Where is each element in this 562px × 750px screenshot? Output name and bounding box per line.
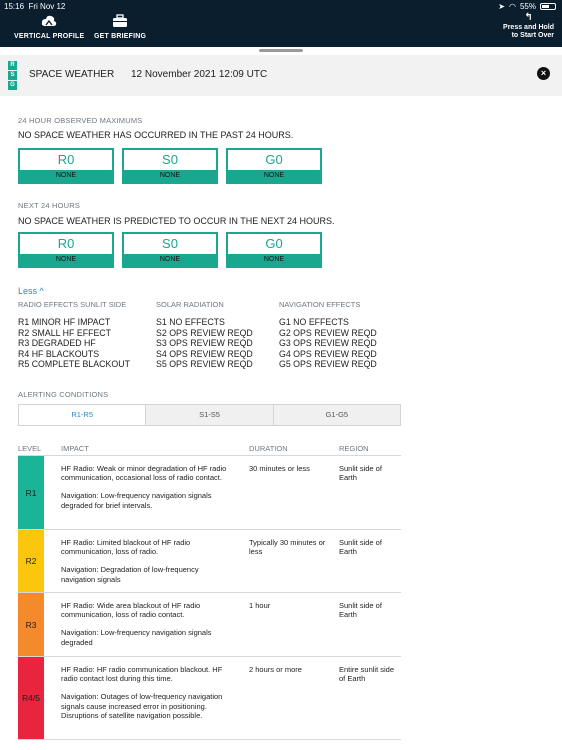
- rsg-badge-icon: [8, 61, 17, 90]
- level-label: R2: [25, 556, 37, 566]
- observed-section-label: 24 HOUR OBSERVED MAXIMUMS: [18, 116, 143, 125]
- status-date: Fri Nov 12: [28, 2, 66, 11]
- start-over-button[interactable]: [503, 14, 554, 40]
- scale-description: NONE: [228, 170, 320, 182]
- chevron-up-icon: ^: [39, 286, 44, 296]
- forecast-g-scale: [226, 232, 322, 268]
- report-timestamp: 12 November 2021 12:09 UTC: [131, 69, 268, 80]
- region-cell: Sunlit side of Earth: [339, 601, 382, 620]
- scale-level: G0: [265, 236, 283, 251]
- legend-item: R4 HF BLACKOUTS: [18, 348, 100, 359]
- scale-level: S0: [162, 152, 178, 167]
- legend-item: G3 OPS REVIEW REQD: [279, 338, 377, 349]
- level-band: [18, 657, 44, 739]
- tab-s1-s5[interactable]: S1-S5: [145, 405, 272, 425]
- level-band: [18, 593, 44, 656]
- column-header-region: REGION: [339, 444, 369, 453]
- impact-nav-text: Navigation: Low-frequency navigation signals degraded: [61, 628, 212, 647]
- region-cell: Entire sunlit side of Earth: [339, 665, 395, 684]
- forecast-section-label: NEXT 24 HOURS: [18, 201, 81, 210]
- scale-description: NONE: [124, 170, 216, 182]
- space-weather-header: [0, 55, 562, 96]
- table-row: [18, 530, 401, 593]
- level-band: [18, 456, 44, 529]
- level-label: R1: [25, 487, 37, 498]
- alerting-section-label: ALERTING CONDITIONS: [18, 390, 109, 399]
- legend-item: R2 SMALL HF EFFECT: [18, 327, 112, 338]
- badge-r: R: [8, 61, 17, 70]
- column-header-duration: DURATION: [249, 444, 288, 453]
- legend-navigation-effects: [279, 300, 377, 370]
- less-label: Less: [18, 286, 38, 296]
- legend-item: S2 OPS REVIEW REQD: [156, 327, 253, 338]
- cloud-icon: [41, 14, 57, 28]
- sheet-grabber-handle[interactable]: [259, 49, 303, 52]
- start-over-line1: Press and Hold: [503, 24, 554, 31]
- impact-nav-text: Navigation: Low-frequency navigation signals degraded for brief intervals.: [61, 491, 212, 510]
- duration-cell: Typically 30 minutes or less: [249, 538, 326, 557]
- table-row: [18, 593, 401, 657]
- briefcase-icon: [112, 14, 128, 28]
- table-row: [18, 456, 401, 530]
- status-bar-indicators: [498, 2, 556, 11]
- vertical-profile-label: VERTICAL PROFILE: [14, 33, 85, 40]
- observed-r-scale: [18, 148, 114, 184]
- level-label: R4/5: [22, 693, 40, 703]
- legend-item: R1 MINOR HF IMPACT: [18, 317, 111, 327]
- table-row: [18, 657, 401, 740]
- observed-g-scale: [226, 148, 322, 184]
- legend-heading: NAVIGATION EFFECTS: [279, 300, 361, 309]
- legend-heading: SOLAR RADIATION: [156, 300, 224, 309]
- scale-description: NONE: [124, 254, 216, 266]
- impact-hf-text: HF Radio: Weak or minor degradation of HF radio communication, occasional loss of radio contact.: [61, 464, 227, 483]
- legend-solar-radiation: [156, 300, 253, 370]
- impact-cell: [61, 601, 229, 647]
- legend-item: G4 OPS REVIEW REQD: [279, 348, 377, 359]
- duration-cell: 2 hours or more: [249, 665, 302, 674]
- vertical-profile-button[interactable]: [14, 14, 84, 40]
- app-top-bar: [0, 0, 562, 47]
- column-header-level: LEVEL: [18, 444, 42, 453]
- impact-nav-text: Navigation: Degradation of low-frequency navigation signals: [61, 565, 199, 584]
- legend-item: G2 OPS REVIEW REQD: [279, 327, 377, 338]
- legend-radio-effects: [18, 300, 130, 370]
- wifi-icon: ◠: [509, 2, 516, 11]
- scale-level: R0: [57, 152, 75, 167]
- impact-cell: [61, 665, 229, 720]
- start-over-line2: to Start Over: [511, 32, 554, 39]
- region-cell: Sunlit side of Earth: [339, 464, 382, 483]
- legend-item: S3 OPS REVIEW REQD: [156, 338, 253, 349]
- battery-percent: 55%: [519, 2, 536, 11]
- scale-level: R0: [57, 236, 75, 251]
- duration-cell: 30 minutes or less: [249, 464, 310, 473]
- impact-hf-text: HF Radio: HF radio communication blackout. HF radio contact lost during this time.: [61, 665, 223, 684]
- tab-r1-r5[interactable]: R1-R5: [19, 405, 145, 425]
- alerting-tabs: [18, 404, 401, 426]
- scale-description: NONE: [20, 170, 112, 182]
- status-time: 15:16: [4, 2, 25, 11]
- forecast-statement: NO SPACE WEATHER IS PREDICTED TO OCCUR IN THE NEXT 24 HOURS.: [18, 216, 335, 226]
- badge-s: S: [8, 71, 17, 80]
- badge-g: G: [8, 81, 17, 90]
- forecast-s-scale: [122, 232, 218, 268]
- impact-hf-text: HF Radio: Limited blackout of HF radio communication, loss of radio.: [61, 538, 191, 557]
- scale-description: NONE: [20, 254, 112, 266]
- legend-item: R3 DEGRADED HF: [18, 338, 96, 349]
- level-label: R3: [25, 619, 37, 630]
- less-toggle-button[interactable]: [18, 286, 44, 296]
- legend-item: S5 OPS REVIEW REQD: [156, 359, 253, 370]
- impact-cell: [61, 464, 229, 510]
- impact-hf-text: HF Radio: Wide area blackout of HF radio communication, loss of radio contact.: [61, 601, 201, 620]
- scale-description: NONE: [228, 254, 320, 266]
- forecast-r-scale: [18, 232, 114, 268]
- status-bar-time: [4, 2, 65, 11]
- page-title: SPACE WEATHER: [29, 69, 115, 80]
- scale-level: S0: [162, 236, 178, 251]
- legend-item: S4 OPS REVIEW REQD: [156, 348, 253, 359]
- get-briefing-button[interactable]: [94, 14, 146, 40]
- location-icon: ➤: [498, 2, 505, 11]
- legend-item: G1 NO EFFECTS: [279, 317, 349, 327]
- battery-icon: [540, 3, 556, 10]
- duration-cell: 1 hour: [249, 601, 271, 610]
- region-cell: Sunlit side of Earth: [339, 538, 382, 557]
- legend-heading: RADIO EFFECTS SUNLIT SIDE: [18, 300, 127, 309]
- column-header-impact: IMPACT: [61, 444, 89, 453]
- legend-item: S1 NO EFFECTS: [156, 317, 225, 327]
- legend-item: R5 COMPLETE BLACKOUT: [18, 359, 130, 370]
- impact-nav-text: Navigation: Outages of low-frequency navigation signals cause increased error in positioning. Disruptions of satellite navigation possible.: [61, 692, 223, 720]
- get-briefing-label: GET BRIEFING: [94, 33, 147, 40]
- observed-statement: NO SPACE WEATHER HAS OCCURRED IN THE PAST 24 HOURS.: [18, 130, 294, 140]
- tab-g1-g5[interactable]: G1-G5: [273, 405, 400, 425]
- observed-s-scale: [122, 148, 218, 184]
- level-band: [18, 530, 44, 592]
- impact-cell: [61, 538, 229, 584]
- scale-level: G0: [265, 152, 283, 167]
- close-icon[interactable]: ×: [537, 67, 550, 80]
- legend-item: G5 OPS REVIEW REQD: [279, 359, 377, 370]
- restart-arrow-icon: ↰: [524, 12, 533, 23]
